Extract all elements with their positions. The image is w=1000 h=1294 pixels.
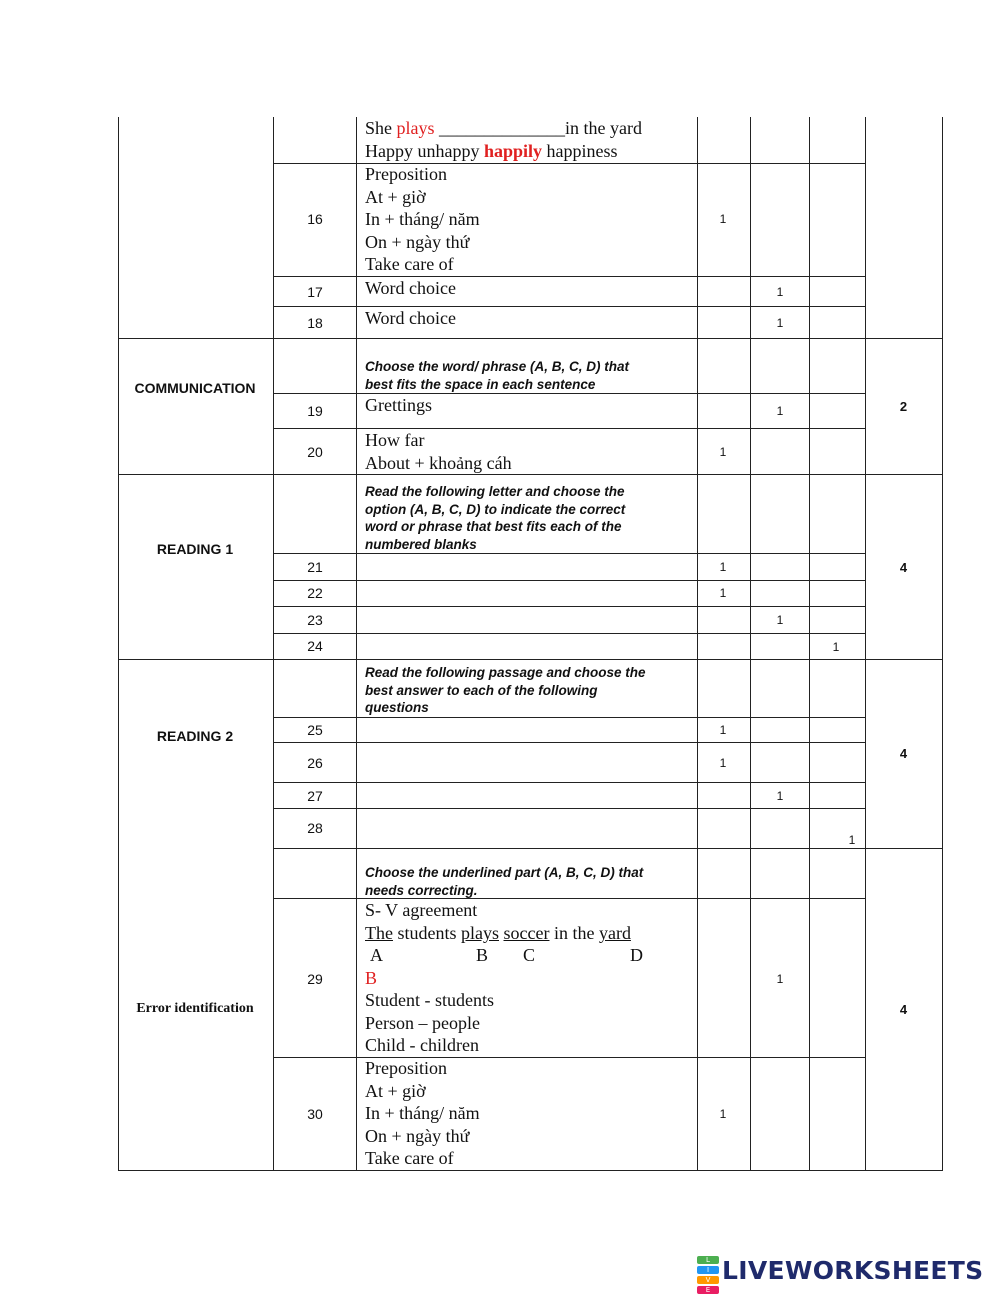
question-number: 19: [307, 403, 323, 419]
section-total: 4: [899, 746, 908, 761]
logo-text: LIVEWORKSHEETS: [722, 1255, 984, 1285]
row-15-verb: plays: [396, 118, 435, 138]
question-number: 22: [307, 585, 323, 601]
instruction-communication: Choose the word/ phrase (A, B, C, D) that best fits the space in each sentence: [365, 359, 630, 392]
mark-cell: 1: [719, 586, 727, 600]
row-16-line: Take care of: [365, 254, 454, 274]
section-total: 4: [899, 1002, 908, 1017]
mark-cell: 1: [719, 723, 727, 737]
question-number: 27: [307, 788, 323, 804]
option-letter: D: [630, 945, 643, 965]
question-number: 30: [307, 1106, 323, 1122]
row-15-answer: happily: [483, 141, 543, 161]
mark-cell: 1: [719, 445, 727, 459]
mark-cell: 1: [776, 789, 784, 803]
question-number: 29: [307, 971, 323, 987]
mark-cell: 1: [848, 833, 856, 847]
question-number: 18: [307, 315, 323, 331]
mark-cell: 1: [776, 972, 784, 986]
row-30-line: In + tháng/ năm: [365, 1103, 480, 1123]
option-letter: B: [476, 945, 489, 965]
mark-cell: 1: [776, 613, 784, 627]
section-label-communication: COMMUNICATION: [134, 380, 256, 396]
mark-cell: 1: [719, 1107, 727, 1121]
question-number: 16: [307, 211, 323, 227]
row-15-options: Happy unhappy happily happiness: [365, 141, 618, 161]
row-29-answer: B: [365, 968, 378, 988]
mark-cell: 1: [832, 640, 840, 654]
logo-icon: L I V E: [697, 1256, 719, 1284]
mark-cell: 1: [776, 316, 784, 330]
question-number: 26: [307, 755, 323, 771]
question-number: 24: [307, 638, 323, 654]
row-16-line: On + ngày thứ: [365, 232, 470, 252]
option-letter: C: [523, 945, 536, 965]
row-29-line: Student - students: [365, 990, 494, 1010]
row-29-line: Child - children: [365, 1035, 479, 1055]
question-number: 17: [307, 284, 323, 300]
row-30-line: At + giờ: [365, 1081, 426, 1101]
row-20-line: How far: [365, 430, 425, 450]
row-30-line: Preposition: [365, 1058, 448, 1078]
question-number: 25: [307, 722, 323, 738]
row-30-line: Take care of: [365, 1148, 454, 1168]
row-20-line: About + khoảng cáh: [365, 453, 512, 473]
section-label-reading-2: READING 2: [156, 728, 234, 744]
liveworksheets-logo[interactable]: [697, 1255, 984, 1294]
option-letter: A: [370, 945, 383, 965]
mark-cell: 1: [776, 285, 784, 299]
row-30-line: On + ngày thứ: [365, 1126, 470, 1146]
row-29-title: S- V agreement: [365, 900, 478, 920]
row-29-line: Person – people: [365, 1013, 480, 1033]
row-17-text: Word choice: [365, 278, 457, 298]
section-total: 2: [899, 399, 908, 414]
mark-cell: 1: [719, 756, 727, 770]
instruction-reading-1: Read the following letter and choose the option (A, B, C, D) to indicate the correct word or phrase that best fits each of the numbered blanks: [365, 484, 626, 553]
question-number: 28: [307, 820, 323, 836]
instruction-error-identification: Choose the underlined part (A, B, C, D) that needs correcting.: [365, 865, 644, 898]
row-19-text: Grettings: [365, 395, 432, 415]
mark-cell: 1: [719, 212, 727, 226]
mark-cell: 1: [719, 560, 727, 574]
row-18-text: Word choice: [365, 308, 457, 328]
section-total: 4: [899, 560, 908, 575]
mark-cell: 1: [776, 404, 784, 418]
instruction-reading-2: Read the following passage and choose the best answer to each of the following questions: [365, 665, 646, 716]
section-label-reading-1: READING 1: [156, 541, 234, 557]
row-16-line: At + giờ: [365, 187, 426, 207]
row-29-sentence: The students plays soccer in the yard: [365, 923, 631, 943]
question-number: 21: [307, 559, 323, 575]
row-15-sentence: She plays ______________in the yard: [365, 118, 642, 138]
question-number: 20: [307, 444, 323, 460]
section-label-error-identification: Error identification: [136, 1001, 254, 1016]
question-number: 23: [307, 612, 323, 628]
row-16-line: In + tháng/ năm: [365, 209, 480, 229]
row-16-line: Preposition: [365, 164, 448, 184]
